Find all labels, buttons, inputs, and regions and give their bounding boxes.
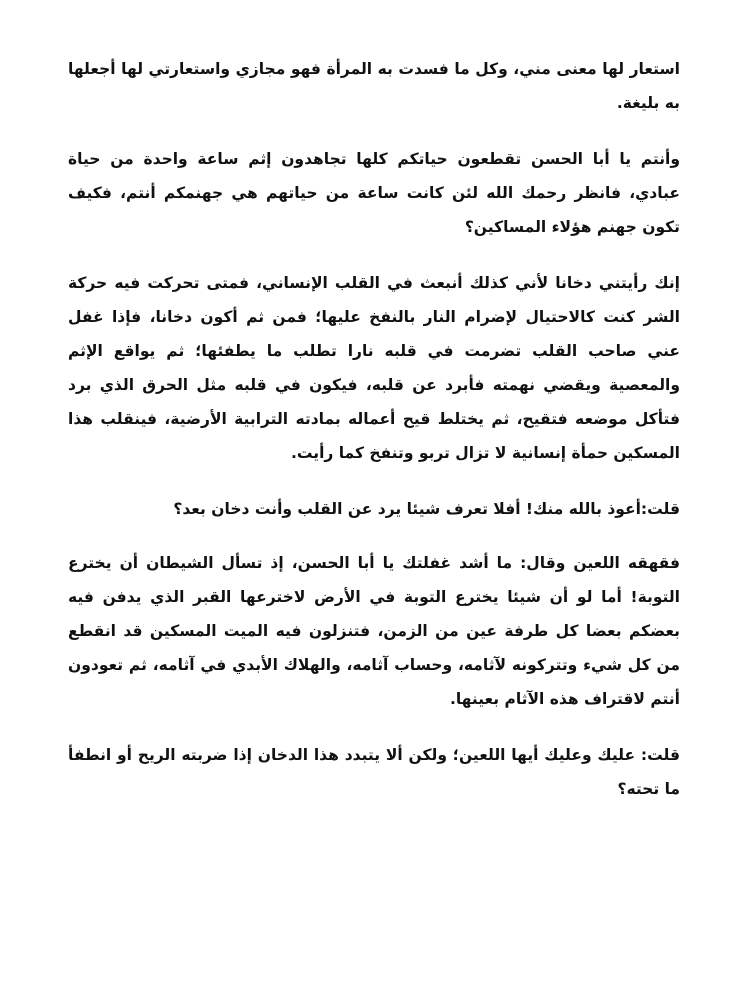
paragraph-1: استعار لها معنى مني، وكل ما فسدت به المرأة فهو مجازي واستعارتي لها أجعلها به بليغة. [68, 60, 680, 112]
paragraph-4: قلت:أعوذ بالله منك! أفلا تعرف شيئا يرد عن القلب وأنت دخان بعد؟ [173, 500, 680, 518]
paragraph-2: وأنتم يا أبا الحسن تقطعون حياتكم كلها تجاهدون إثم ساعة واحدة من حياة عبادي، فانظر رحمك الله لئن كانت ساعة من حياتهم هي جهنمكم أنتم، فكيف تكون جهنم هؤلاء المساكين؟ [68, 150, 680, 236]
document-body [68, 52, 680, 828]
paragraph-3: إنك رأيتني دخانا لأني كذلك أنبعث في القلب الإنساني، فمتى تحركت فيه حركة الشر كنت كالاحتيال لإضرام النار بالنفخ عليها؛ فمن ثم أكون دخانا، فإذا غفل عني صاحب القلب تضرمت في قلبه نارا تطلب ما يطفئها؛ ثم يواقع الإثم والمعصية ويقضي نهمته فأبرد عن قلبه، فيكون في قلبه مثل الحرق الذي برد فتأكل موضعه فتقيح، ثم يختلط قيح أعماله بمادته الترابية الأرضية، فينقلب هذا المسكين حمأة إنسانية لا تزال تربو وتنفخ كما رأيت. [68, 274, 680, 462]
paragraph-6: قلت: عليك وعليك أيها اللعين؛ ولكن ألا يتبدد هذا الدخان إذا ضربته الريح أو انطفأ ما تحته؟ [68, 746, 680, 798]
paragraph-5: فقهقه اللعين وقال: ما أشد غفلتك يا أبا الحسن، إذ تسأل الشيطان أن يخترع التوبة! أما لو أن شيئا يخترع التوبة في الأرض لاخترعها القبر الذي يدفن فيه بعضكم بعضا كل طرفة عين من الزمن، فتنزلون فيه الميت المسكين قد انقطع من كل شيء وتتركونه لآثامه، وحساب آثامه، والهلاك الأبدي في آثامه، ثم تعودون أنتم لاقتراف هذه الآثام بعينها. [68, 554, 680, 708]
